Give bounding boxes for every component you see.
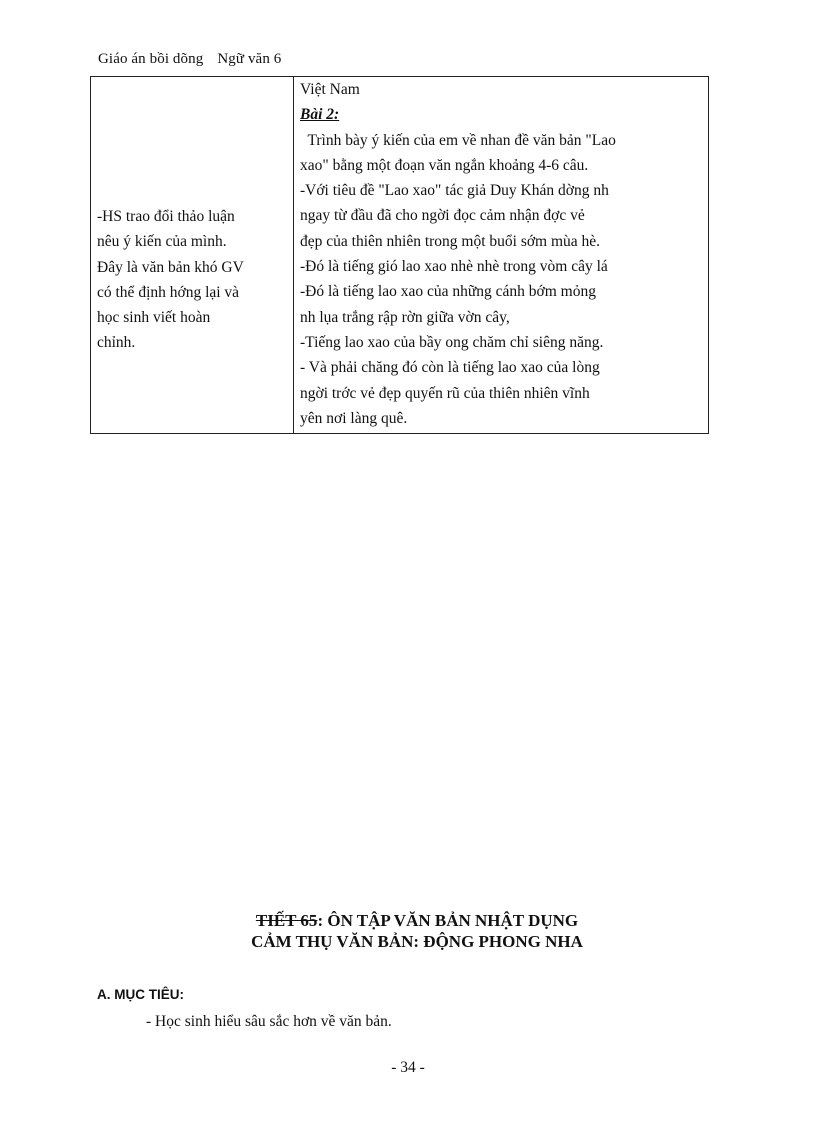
lesson-table [90,76,709,434]
activity-cell [91,77,294,434]
activity-line: -HS trao đổi thảo luận [97,208,235,225]
content-line: -Đó là tiếng lao xao của những cánh bớm mỏng [300,283,596,301]
title-text: : ÔN TẬP VĂN BẢN NHẬT DỤNG [317,911,579,930]
content-line: -Với tiêu đề "Lao xao" tác giả Duy Khán dờng nh [300,182,609,200]
content-line: Trình bày ý kiến của em về nhan đề văn bản "Lao [300,131,616,149]
content-cell [294,77,709,434]
exercise-label: Bài 2: [300,106,340,124]
lesson-title [0,910,816,952]
content-line: đẹp của thiên nhiên trong một buổi sớm mùa hè. [300,232,601,250]
content-line: ngời trớc vẻ đẹp quyến rũ của thiên nhiên vĩnh [300,384,590,402]
header-class: Ngữ văn 6 [217,51,282,67]
content-line: -Đó là tiếng gió lao xao nhè nhè trong vòm cây lá [300,258,608,276]
content-line: yên nơi làng quê. [300,409,408,427]
activity-line: có thể định hớng lại và [97,283,240,301]
activity-line: nêu ý kiến của mình. [97,233,227,251]
activity-line: chỉnh. [97,334,136,352]
period-label: TIẾT 65 [255,911,318,930]
activity-line: học sinh viết hoàn [97,309,211,327]
content-line: xao" bằng một đoạn văn ngắn khoảng 4-6 câu. [300,156,589,174]
header-subject: Giáo án bồi dõng [98,51,204,67]
content-intro: Việt Nam [300,81,360,98]
page-header [98,51,281,68]
page-number: - 34 - [391,1059,425,1076]
content-line: - Và phải chăng đó còn là tiếng lao xao của lòng [300,359,600,377]
objective-item: - Học sinh hiểu sâu sắc hơn về văn bản. [146,1013,392,1030]
content-line: nh lụa trắng rập rờn giữa vờn cây, [300,308,510,326]
content-line: ngay từ đầu đã cho ngời đọc cảm nhận đợc vẻ [300,207,585,225]
objectives-heading: A. MỤC TIÊU: [97,987,184,1002]
content-line: -Tiếng lao xao của bầy ong chăm chỉ siêng năng. [300,333,604,351]
lesson-subtitle: CẢM THỤ VĂN BẢN: ĐỘNG PHONG NHA [251,932,583,951]
table-row [91,77,709,434]
activity-line: Đây là văn bản khó GV [97,258,244,276]
